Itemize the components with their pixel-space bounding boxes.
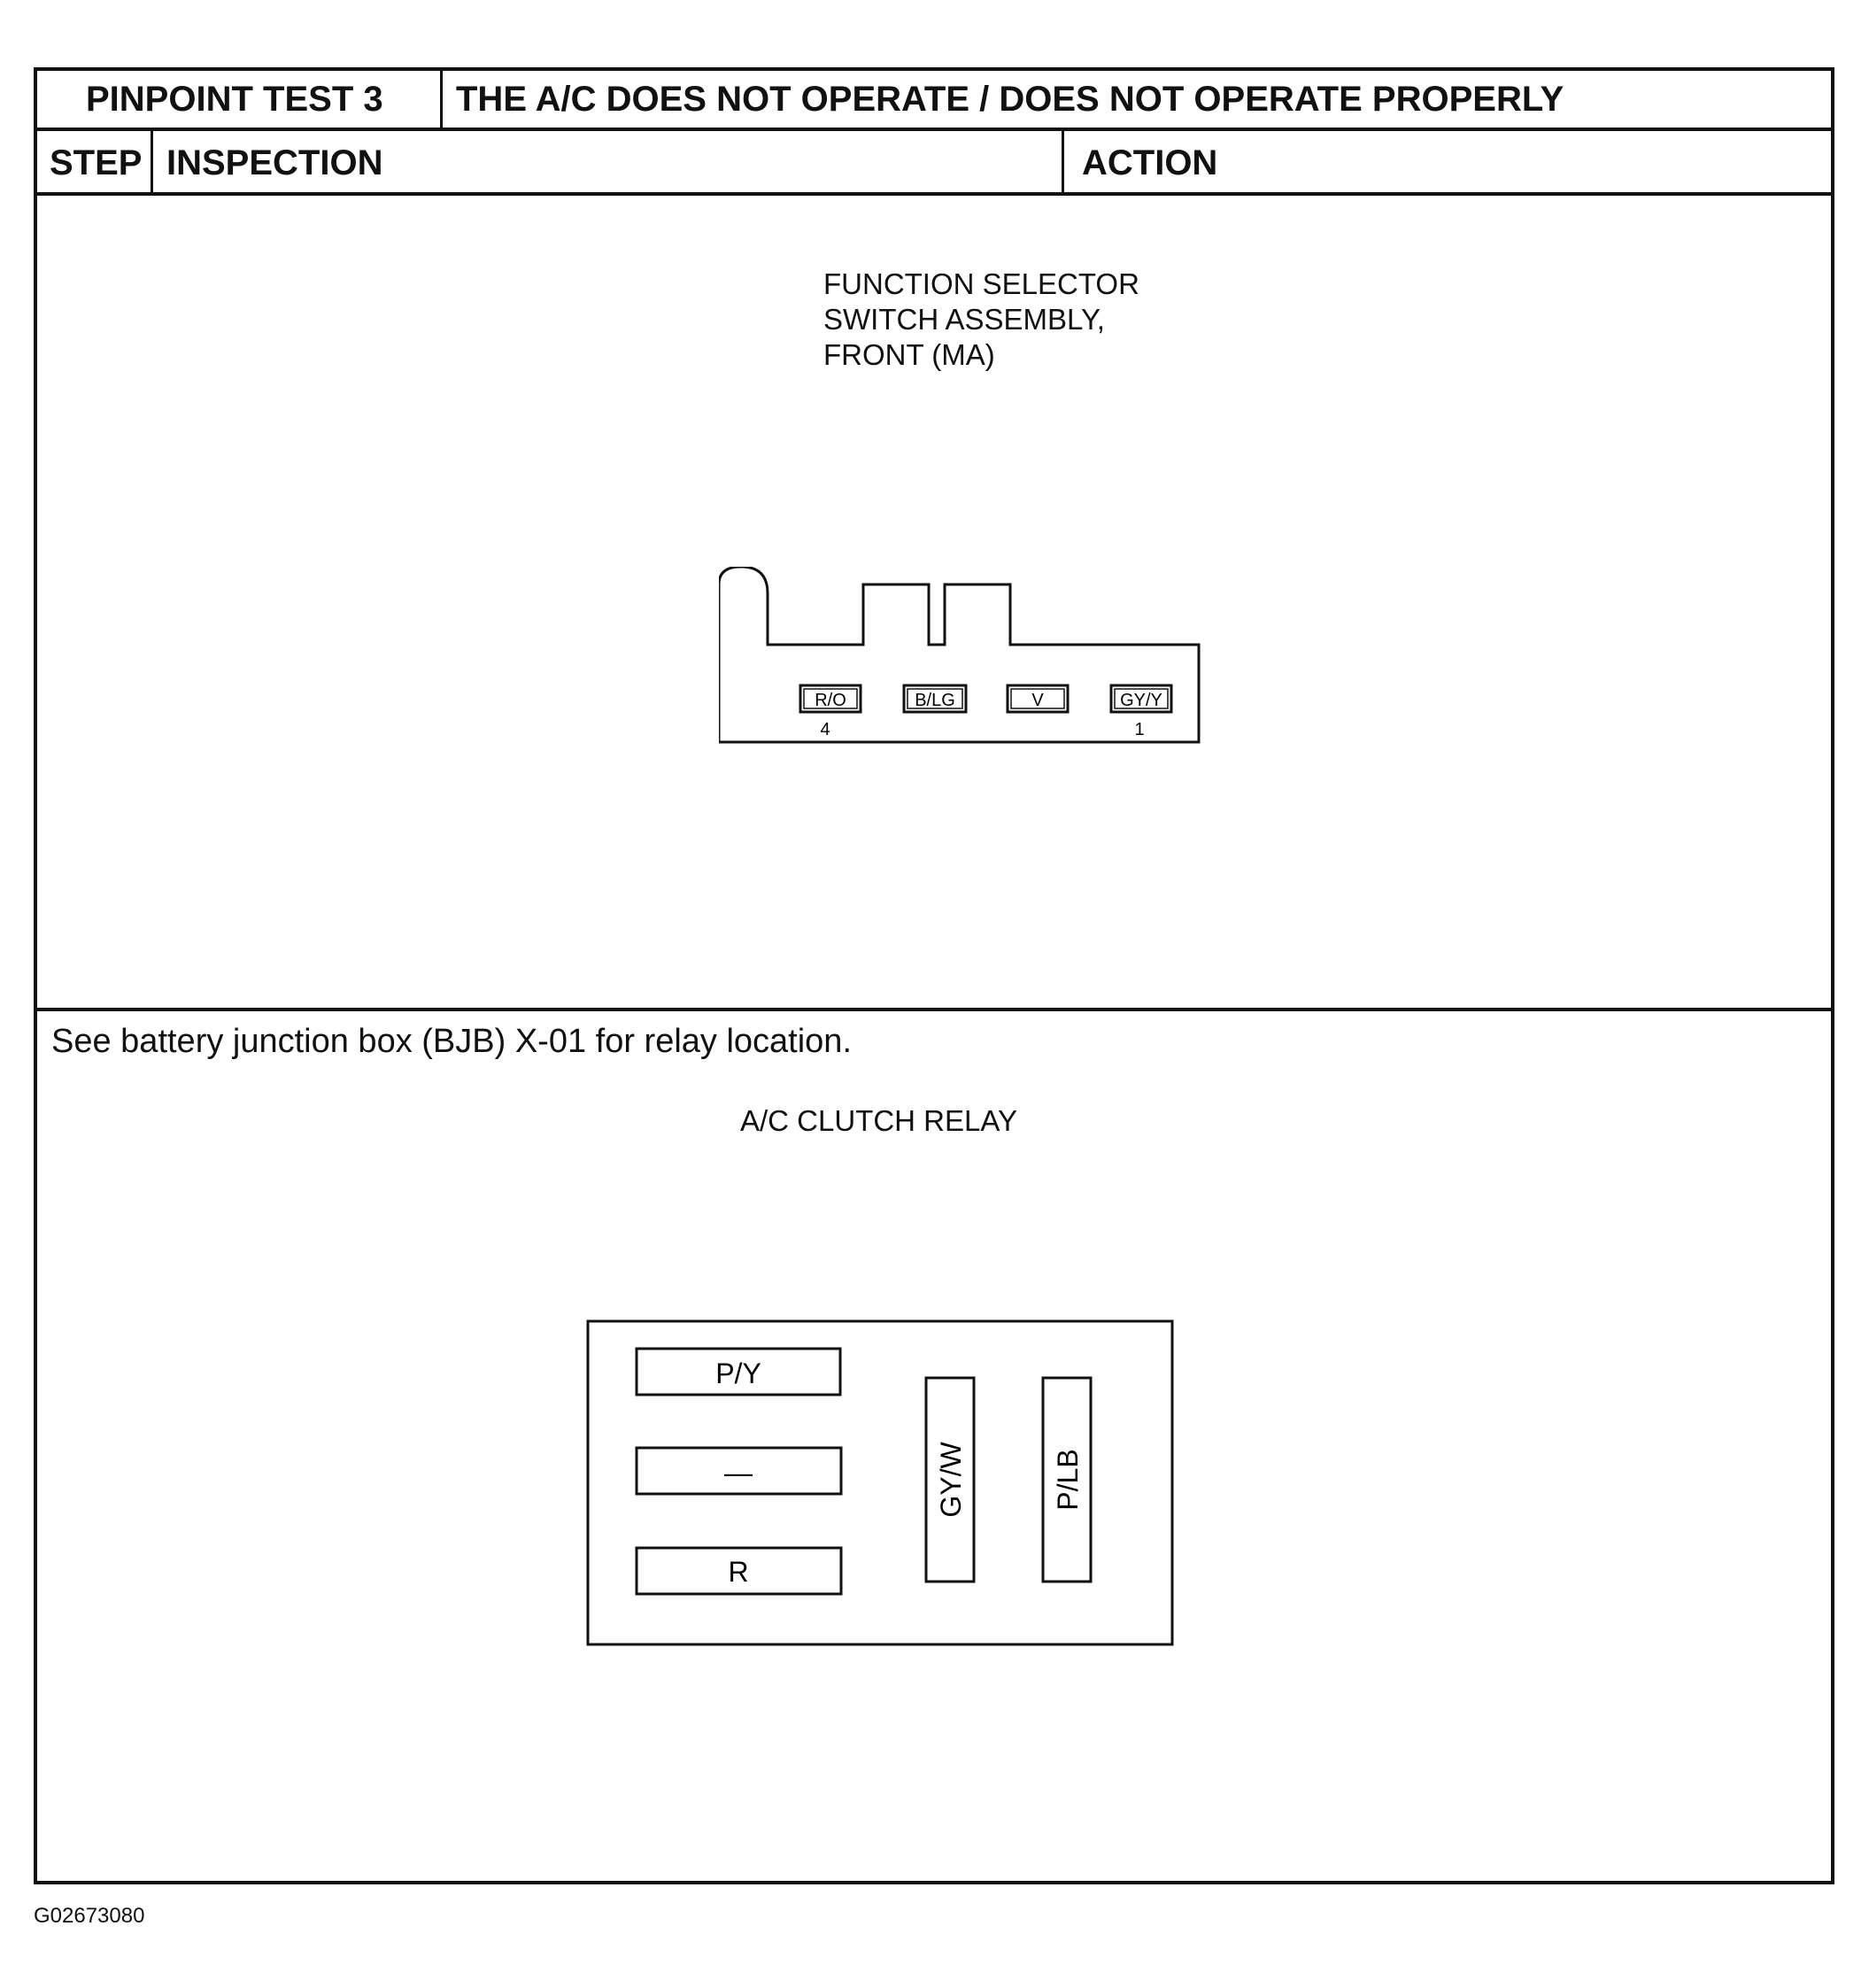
- relay-title: A/C CLUTCH RELAY: [740, 1104, 1017, 1137]
- relay-terminal-diagram: [586, 1319, 1188, 1656]
- relay-terminal-r: [637, 1548, 841, 1594]
- relay-terminal-gy-w: [926, 1378, 974, 1582]
- header-divider: [37, 128, 1831, 131]
- connector-title-line-3: FRONT (MA): [823, 338, 995, 371]
- terminal-label: R: [728, 1556, 749, 1588]
- section-divider: [37, 1008, 1831, 1011]
- connector-outline: [719, 567, 1199, 742]
- pinpoint-test-table: [34, 67, 1834, 1884]
- terminal-label: —: [724, 1457, 753, 1489]
- column-header-divider: [37, 192, 1831, 196]
- step-col-divider: [151, 128, 153, 194]
- inspection-column-header: INSPECTION: [166, 143, 383, 182]
- connector-title-line-2: SWITCH ASSEMBLY,: [823, 303, 1105, 336]
- header-col-divider: [440, 71, 443, 128]
- terminal-label: P/Y: [715, 1358, 761, 1389]
- connector-title-line-1: FUNCTION SELECTOR: [823, 267, 1139, 300]
- connector-pin-2: [1008, 685, 1068, 712]
- pin-number-4: 4: [820, 720, 830, 739]
- pin-label: R/O: [815, 691, 846, 710]
- pin-label: B/LG: [915, 691, 955, 710]
- figure-id: G02673080: [34, 1904, 145, 1928]
- test-title: THE A/C DOES NOT OPERATE / DOES NOT OPERATE PROPERLY: [456, 80, 1564, 119]
- relay-location-note: See battery junction box (BJB) X-01 for relay location.: [51, 1023, 853, 1060]
- relay-terminal-p-y: [637, 1349, 840, 1395]
- pin-number-1: 1: [1134, 720, 1145, 739]
- action-col-divider: [1062, 128, 1064, 194]
- test-label: PINPOINT TEST 3: [86, 80, 383, 119]
- terminal-label: P/LB: [1052, 1449, 1084, 1511]
- pin-label: V: [1031, 691, 1044, 710]
- connector-face-diagram: [719, 567, 1250, 832]
- connector-pin-3: [904, 685, 966, 712]
- connector-pin-4: [800, 685, 861, 712]
- terminal-label: GY/W: [935, 1442, 967, 1518]
- relay-terminal-blank: [637, 1448, 841, 1494]
- pin-label: GY/Y: [1120, 691, 1162, 710]
- connector-pin-1: [1111, 685, 1171, 712]
- step-column-header: STEP: [50, 143, 143, 182]
- relay-terminal-p-lb: [1043, 1378, 1091, 1582]
- action-column-header: ACTION: [1082, 143, 1218, 182]
- relay-outline: [588, 1321, 1172, 1644]
